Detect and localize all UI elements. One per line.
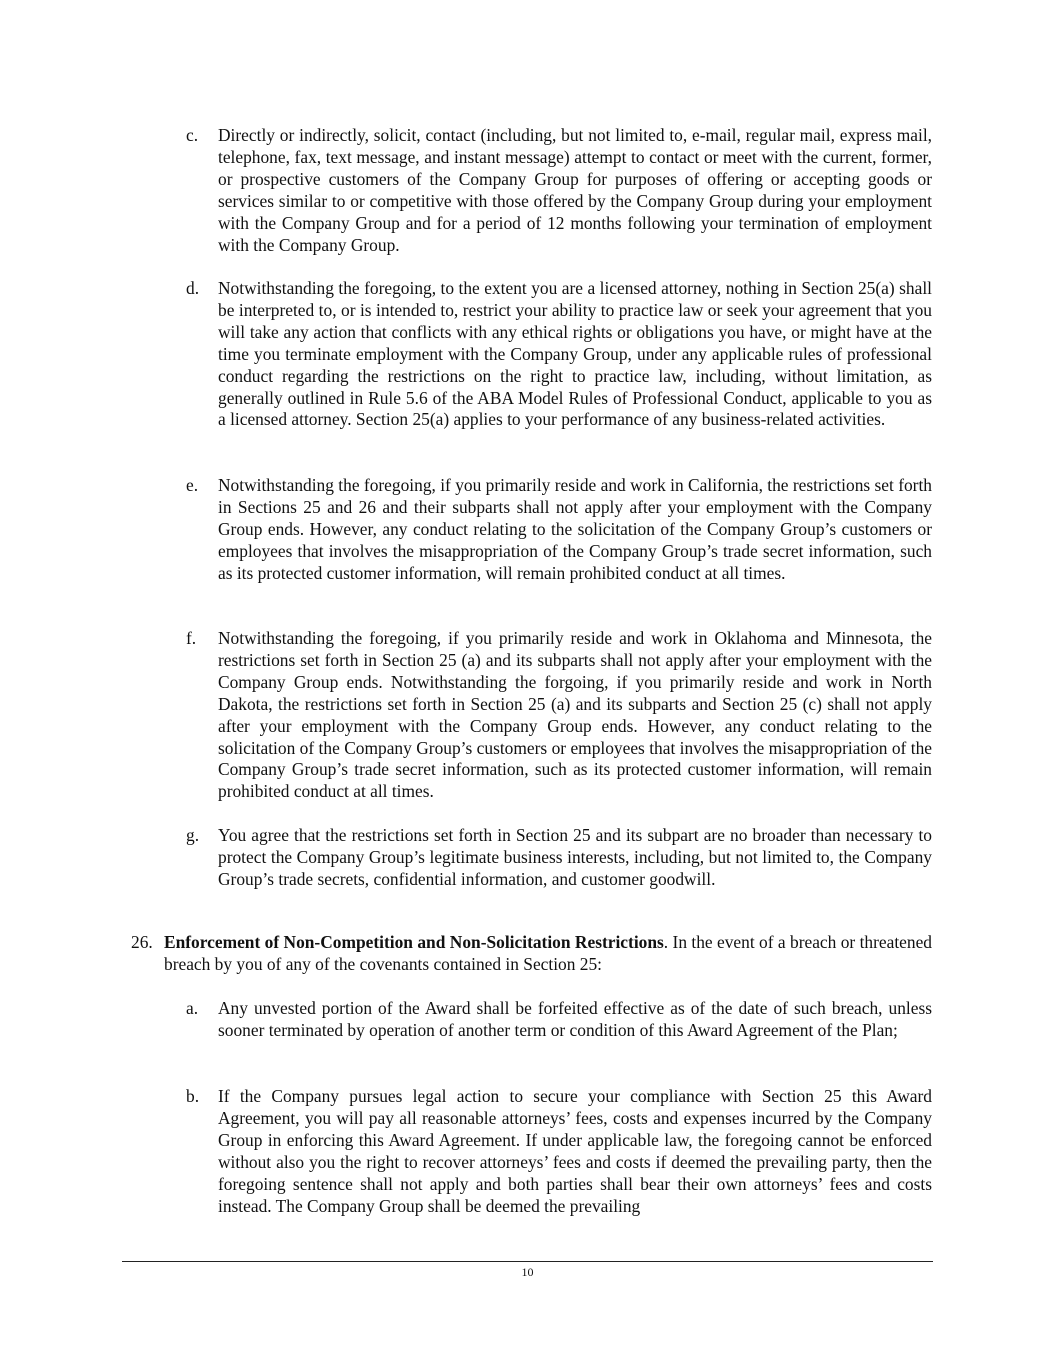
list-marker-g: g. [186,825,200,845]
section-heading-paragraph [164,932,932,976]
paragraph-d: Notwithstanding the foregoing, to the extent you are a licensed attorney, nothing in Section 25(a) shall be interpreted to, or is intended to, restrict your ability to practice law or seek your agreement that you will take any action that conflicts with any ethical rights or obligations you have, or might have at the time you terminate employment with the Company Group, under any applicable rules of professional conduct regarding the restrictions on the right to practice law, including, without limitation, as generally outlined in Rule 5.6 of the ABA Model Rules of Professional Conduct, applicable to you as a licensed attorney. Section 25(a) applies to your performance of any business-related activities. [218,278,932,430]
list-marker-a: a. [186,998,199,1018]
section-number: 26. [131,932,153,952]
page-number: 10 [521,1265,534,1279]
paragraph-g: You agree that the restrictions set forth in Section 25 and its subpart are no broader than necessary to protect the Company Group’s legitimate business interests, including, but not limited to, the Company Group’s trade secrets, confidential information, and customer goodwill. [218,825,932,889]
list-marker-b: b. [186,1086,200,1106]
list-marker-f: f. [186,628,197,648]
list-marker-e: e. [186,475,199,495]
list-marker-c: c. [186,125,199,145]
paragraph-b: If the Company pursues legal action to secure your compliance with Section 25 this Award Agreement, you will pay all reasonable attorneys’ fees, costs and expenses incurred by the Company Group in enforcing this Award Agreement. If under applicable law, the foregoing cannot be enforced without also you the right to recover attorneys’ fees and costs if deemed the prevailing party, then the foregoing sentence shall not apply and both parties shall bear their own attorneys’ fees and costs instead. The Company Group shall be deemed the prevailing [218,1086,932,1216]
paragraph-e: Notwithstanding the foregoing, if you primarily reside and work in California, the restrictions set forth in Sections 25 and 26 and their subparts shall not apply after your employment with the Company Group ends. However, any conduct relating to the solicitation of the Company Group’s customers or employees that involves the misappropriation of the Company Group’s trade secret information, such as its protected customer information, will remain prohibited conduct at all times. [218,475,932,583]
section-intro: . In the event of a breach or threatened breach by you of any of the covenants contained in Section 25: [164,932,933,974]
section-title: Enforcement of Non-Competition and Non-Solicitation Restrictions [164,932,664,952]
paragraph-a: Any unvested portion of the Award shall be forfeited effective as of the date of such breach, unless sooner terminated by operation of another term or condition of this Award Agreement of the Plan; [218,998,932,1040]
paragraph-f: Notwithstanding the foregoing, if you primarily reside and work in Oklahoma and Minnesota, the restrictions set forth in Section 25 (a) and its subparts shall not apply after your employment with the Company Group ends. Notwithstanding the forgoing, if you primarily reside and work in North Dakota, the restrictions set forth in Section 25 (a) and its subparts and Section 25 (c) shall not apply after your employment with the Company Group ends. However, any conduct relating to the solicitation of the Company Group’s customers or employees that involves the misappropriation of the Company Group’s trade secret information, such as its protected customer information, will remain prohibited conduct at all times. [218,628,932,802]
footer-divider [122,1261,933,1262]
paragraph-c: Directly or indirectly, solicit, contact (including, but not limited to, e-mail, regular mail, express mail, telephone, fax, text message, and instant message) attempt to contact or meet with the current, former, or prospective customers of the Company Group for purposes of offering or accepting goods or services similar to or competitive with those offered by the Company Group during your employment with the Company Group and for a period of 12 months following your termination of employment with the Company Group. [218,125,932,255]
list-marker-d: d. [186,278,200,298]
